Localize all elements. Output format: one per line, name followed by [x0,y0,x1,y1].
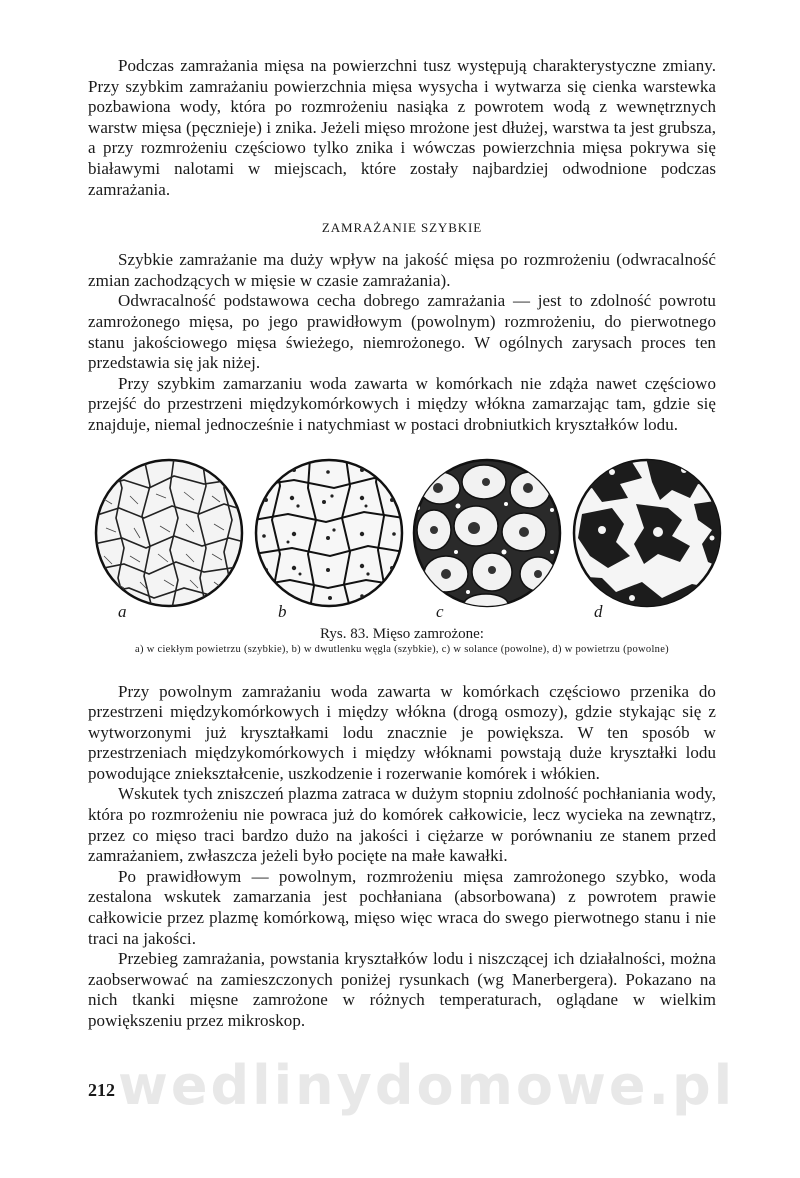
paragraph: Po prawidłowym — powolnym, rozmrożeniu mięsa zamrożonego szybko, woda zestalona wskutek zamarzania jest pochłaniana (absorbowana) z powrotem prawie całkowicie przez plazmę komórkową, mięso więc wraca do swego pierwotnego stanu i nie traci na jakości. [88,866,716,948]
paragraph: Przebieg zamrażania, powstania kryształków lodu i niszczącej ich działalności, można zaobserwować na zamieszczonych poniżej rysunkach (wg Manerbergera). Pokazano na nich tkanki mięsne zamrożone w różnych temperaturach, oglądane w wielkim powiększeniu przez mikroskop. [88,949,716,1030]
micrograph-b-image [254,458,404,608]
figure-caption-text: a) w ciekłym powietrzu (szybkie), b) w dwutlenku węgla (szybkie), c) w solance (powolne), d) w powietrzu (powolne) [135,643,669,655]
figure-label-c: c [436,601,444,621]
micrograph-a-image [94,458,244,608]
page-number: 212 [88,1080,115,1100]
figure-label-b: b [278,601,287,621]
paragraph: Przy szybkim zamarzaniu woda zawarta w komórkach nie zdąża nawet częściowo przejść do przestrzeni międzykomórkowych i między włókna zamarzając tam, gdzie się znajduje, niemal jednocześnie i natychmiast w postaci drobniutkich kryształków lodu. [88,373,716,434]
paragraph: Szybkie zamrażanie ma duży wpływ na jakość mięsa po rozmrożeniu (odwracalność zmian zachodzących w mięsie w czasie zamrażania). [88,250,716,290]
paragraph: Podczas zamrażania mięsa na powierzchni tusz występują charakterystyczne zmiany. Przy szybkim zamrażaniu powierzchnia mięsa wysycha i wytwarza się cienka warstewka pozbawiona wody, która po rozmrożeniu nasiąka z powrotem wodą z wewnętrznych warstw mięsa (pęcznieje) i znika. Jeżeli mięso mrożone jest dłużej, warstwa ta jest grubsza, a przy rozmrożeniu częściowo tylko znika i wówczas powierzchnia mięsa pokrywa się białawymi nalotami w miejscach, które zostały najbardziej odwodnione podczas zamrażania. [88,56,716,199]
figure-label-a: a [118,601,127,621]
micrograph-c [412,458,562,608]
paragraph: Wskutek tych zniszczeń plazma zatraca w dużym stopniu zdolność pochłaniania wody, która po rozmrożeniu nie powraca już do komórek całkowicie, lecz wycieka na zewnątrz, przez co mięso traci bardzo dużo na jakości i ciężarze w porównaniu ze stanem przed zamrażaniem, zwłaszcza jeżeli było pocięte na małe kawałki. [88,784,716,866]
page-content [88,56,716,1032]
paragraph: Przy powolnym zamrażaniu woda zawarta w komórkach częściowo przenika do przestrzeni międzykomórkowych i między włókna (drogą osmozy), gdzie stykając się z wytworzonymi już kryształkami lodu znacznie je powiększa. W ten sposób w przestrzeniach międzykomórkowych i między włóknami powstają duże kryształki lodu powodujące zniekształcenie, uszkodzenie i rozerwanie komórek i włókien. [88,681,716,783]
watermark: wedlinydomowe.pl [118,1054,736,1117]
figure-caption-title: Rys. 83. Mięso zamrożone: [320,625,484,642]
micrograph-b [254,458,404,608]
micrograph-d-image [572,458,722,608]
micrograph-a [94,458,244,608]
micrograph-c-image [412,458,562,608]
micrograph-d [572,458,722,608]
figure-83 [88,450,716,662]
paragraph: Odwracalność podstawowa cecha dobrego zamrażania — jest to zdolność powrotu zamrożonego mięsa, po jego prawidłowym (powolnym) rozmrożeniu, do pierwotnego stanu jakościowego mięsa świeżego, niemrożonego. W ogólnych zarysach proces ten przedstawia się jak niżej. [88,291,716,373]
section-heading: ZAMRAŻANIE SZYBKIE [321,220,483,236]
figure-label-d: d [594,601,603,621]
